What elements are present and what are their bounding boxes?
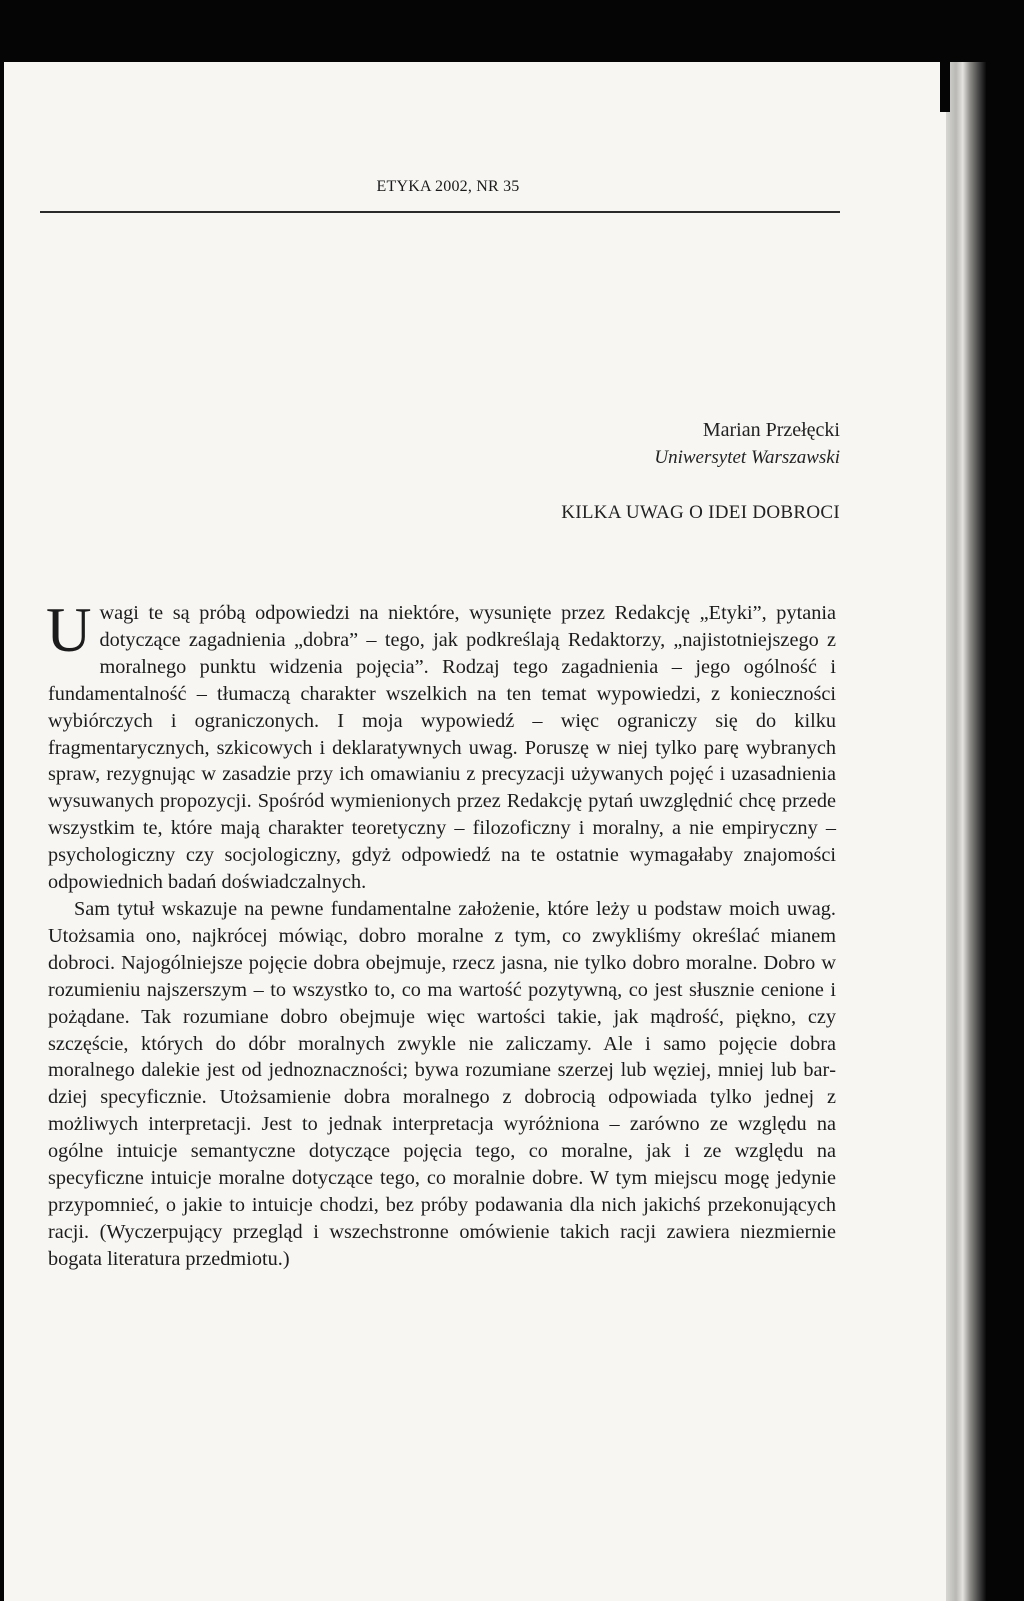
article-body [46, 595, 836, 1273]
drop-cap: U [46, 595, 92, 665]
page-corner-shadow [940, 62, 950, 112]
page-stack-edge [946, 62, 986, 1601]
paragraph-1-text: wagi te są próbą odpowiedzi na niektóre, wysunięte przez Redakcję „Etyki”, pytania dotyczące zagadnienia „dobra” – tego, jak podkreślają Redaktorzy, „najistotniejszego z moralnego punktu widzenia pojęcia”. Rodzaj tego zagadnienia – jego ogólność i fundamentalność – tłumaczą charakter wszelkich na ten temat wypowiedzi, z konieczności wybiórczych i ograniczonych. I moja wypowiedź – więc ograniczy się do kilku fragmentarycznych, szkicowych i deklaratywnych uwag. Poruszę w niej tylko parę wybranych spraw, rezygnując w zasadzie przy ich omawianiu z precyzacji używanych pojęć i uzasadnienia wysuwanych propozycji. Spośród wymienionych przez Redakcję pytań uwzględnić chcę przede wszystkim te, które mają charakter teoretyczny – filozoficzny i moralny, a nie empiryczny – psychologiczny czy socjologiczny, gdyż odpowiedź na te ostatnie wymagałaby znajomości odpowiednich badań doświadczalnych. [48, 602, 836, 894]
author-affiliation: Uniwersytet Warszawski [654, 447, 840, 468]
paragraph-2: Sam tytuł wskazuje na pewne fundamentalne założenie, które leży u podstaw moich uwag. Utożsamia ono, najkrócej mówiąc, dobro moralne z tym, co zwykliśmy określać mianem dobroci. Najogólniejsze pojęcie dobra obejmuje, rzecz jasna, nie tylko dobro moralne. Dobro w rozumieniu najszerszym – to wszystko to, co ma wartość pozytywną, co jest słusznie cenione i pożądane. Tak rozumiane dobro obejmuje więc wartości takie, jak mądrość, piękno, czy szczęście, których do dóbr moralnych zwykle nie zaliczamy. Ale i samo pojęcie dobra moralnego dalekie jest od jednoznaczności; bywa rozumiane szerzej lub węziej, mniej lub bardziej specyficznie. Utożsamienie dobra moralnego z dobrocią odpowiada tylko jednej z możliwych interpretacji. Jest to jednak interpretacja wyróżniona – zarówno ze względu na ogólne intuicje semantyczne dotyczące pojęcia tego, co moralne, jak i ze względu na specyficzne intuicje moralne dotyczące tego, co moralnie dobre. W tym miejscu mogę jedynie przypomnieć, o jakie to intuicje chodzi, bez próby podawania dla nich jakichś przekonujących racji. (Wyczerpujący przegląd i wszechstronne omówienie takich racji zawiera niezmiernie bogata literatura przedmiotu.) [48, 897, 836, 1270]
article-title: KILKA UWAG O IDEI DOBROCI [561, 502, 840, 523]
running-header: ETYKA 2002, NR 35 [376, 178, 520, 195]
paragraph-1 [46, 595, 836, 896]
header-rule [40, 211, 840, 213]
author-name: Marian Przełęcki [702, 419, 840, 441]
